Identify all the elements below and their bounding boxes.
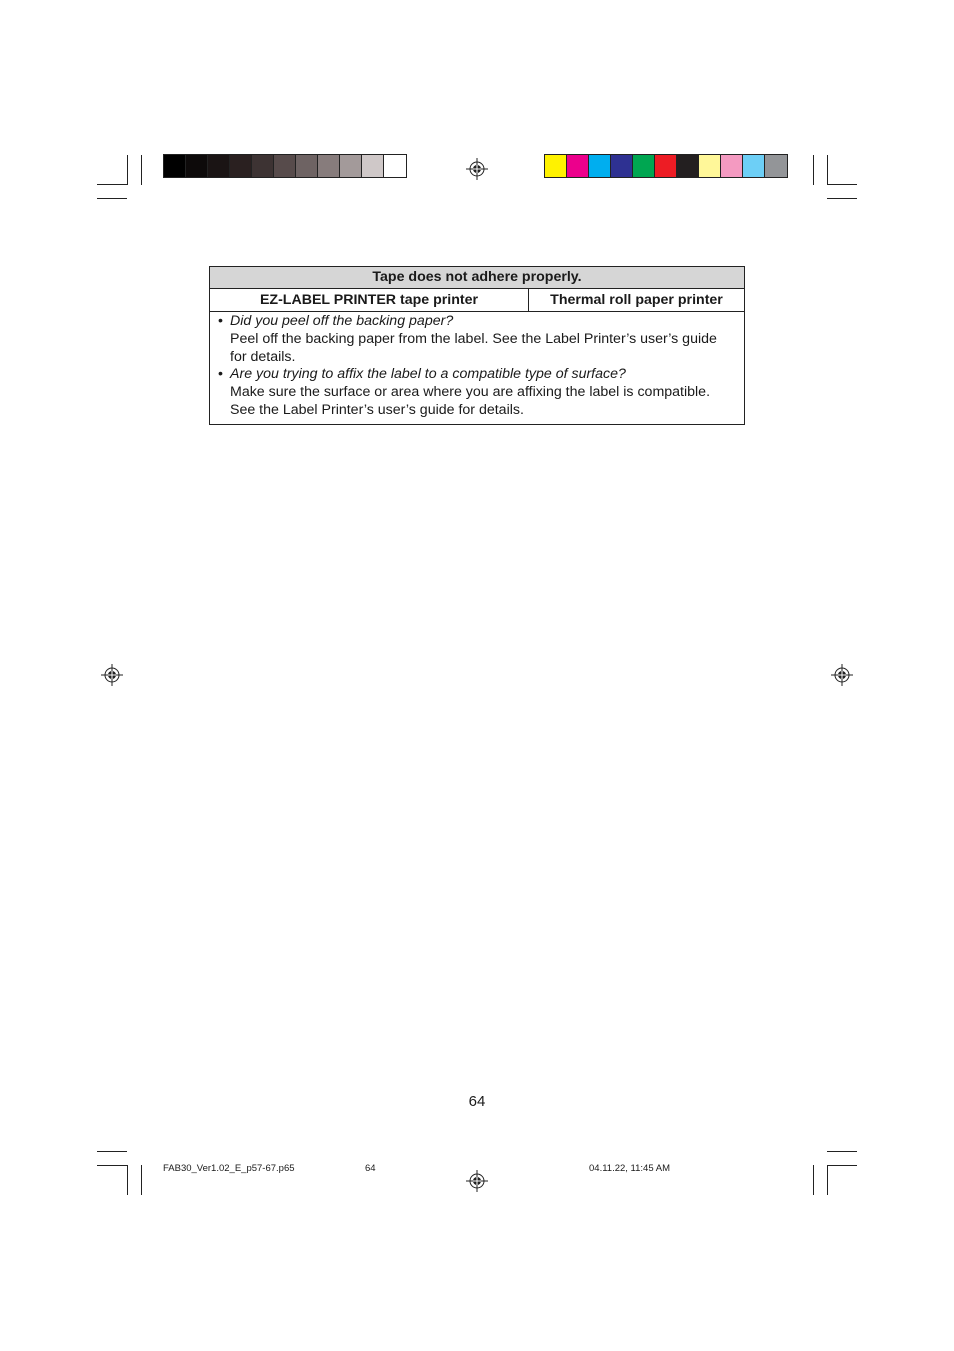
crop-mark [97, 1151, 127, 1152]
crop-mark [827, 1165, 857, 1166]
color-swatch [318, 155, 340, 177]
crop-mark [127, 1165, 128, 1195]
column-header-thermal-printer: Thermal roll paper printer [529, 289, 745, 312]
registration-mark-icon [831, 664, 853, 686]
question-text: Did you peel off the backing paper? [230, 313, 454, 329]
color-swatch [164, 155, 186, 177]
color-swatch [743, 155, 765, 177]
footer-datetime: 04.11.22, 11:45 AM [589, 1163, 670, 1174]
color-swatch [362, 155, 384, 177]
crop-mark [141, 155, 142, 185]
color-swatch [230, 155, 252, 177]
answer-text: Peel off the backing paper from the label. See the Label Printer’s user’s guide for details. [230, 330, 717, 365]
question-text: Are you trying to affix the label to a compatible type of surface? [230, 366, 626, 383]
footer-page: 64 [365, 1163, 376, 1174]
color-swatch [721, 155, 743, 177]
color-swatch [611, 155, 633, 177]
list-item [218, 313, 734, 366]
troubleshooting-table [209, 266, 745, 425]
crop-mark [97, 184, 127, 185]
table-title: Tape does not adhere properly. [210, 267, 745, 289]
list-item [218, 366, 734, 419]
color-swatch [384, 155, 406, 177]
crop-mark [97, 1165, 127, 1166]
answer-text: Make sure the surface or area where you are affixing the label is compatible. See the Label Printer’s user’s guide for details. [230, 384, 711, 418]
crop-mark [827, 1151, 857, 1152]
color-swatch [765, 155, 787, 177]
color-calibration-bar [544, 154, 788, 178]
color-swatch [567, 155, 589, 177]
color-swatch [589, 155, 611, 177]
bullet: • [218, 313, 223, 329]
color-swatch [545, 155, 567, 177]
color-swatch [340, 155, 362, 177]
page-number: 64 [468, 1093, 486, 1110]
crop-mark [127, 155, 128, 185]
registration-mark-icon [466, 158, 488, 180]
grayscale-calibration-bar [163, 154, 407, 178]
crop-mark [141, 1165, 142, 1195]
registration-mark-icon [101, 664, 123, 686]
column-header-ez-label-printer: EZ-LABEL PRINTER tape printer [210, 289, 529, 312]
crop-mark [827, 1165, 828, 1195]
crop-mark [813, 1165, 814, 1195]
color-swatch [252, 155, 274, 177]
crop-mark [827, 184, 857, 185]
registration-mark-icon [466, 1170, 488, 1192]
crop-mark [827, 198, 857, 199]
color-swatch [633, 155, 655, 177]
solution-cell [210, 312, 745, 425]
color-swatch [208, 155, 230, 177]
color-swatch [274, 155, 296, 177]
color-swatch [655, 155, 677, 177]
color-swatch [699, 155, 721, 177]
color-swatch [186, 155, 208, 177]
color-swatch [677, 155, 699, 177]
footer-filename: FAB30_Ver1.02_E_p57-67.p65 [163, 1163, 295, 1174]
crop-mark [827, 155, 828, 185]
color-swatch [296, 155, 318, 177]
crop-mark [97, 198, 127, 199]
crop-mark [813, 155, 814, 185]
bullet: • [218, 366, 223, 383]
